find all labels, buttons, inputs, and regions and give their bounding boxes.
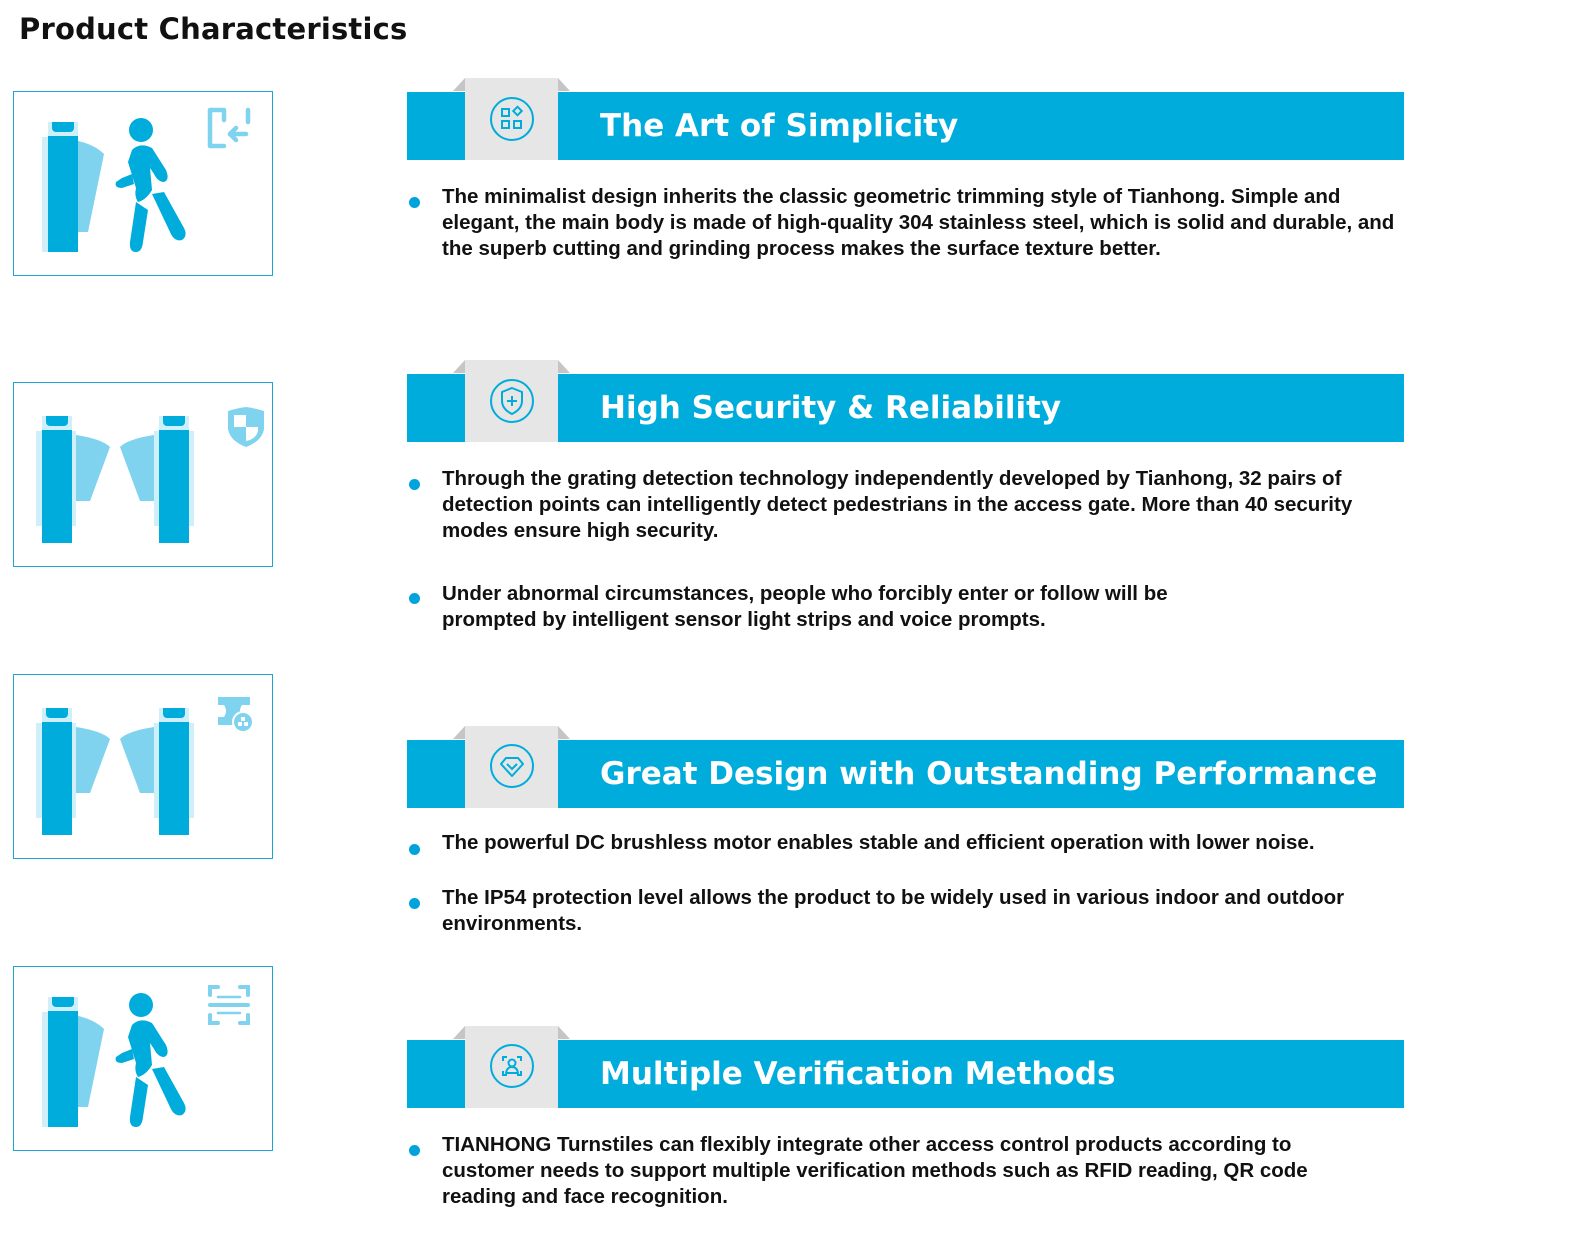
section-paragraph: Under abnormal circumstances, people who forcibly enter or follow will be prompted by intelligent sensor light strips and voice prompts. (442, 582, 1168, 631)
section-title: High Security & Reliability (600, 390, 1062, 426)
page-title: Product Characteristics (19, 12, 408, 46)
apps-grid-icon (489, 96, 535, 142)
section-tab-simplicity (465, 78, 558, 160)
bullet-dot (409, 197, 420, 208)
illustration-double-gate-motor (13, 674, 273, 859)
illustration-single-gate-entry (13, 91, 273, 276)
scan-code-icon (210, 987, 248, 1023)
turnstile-gate-icon (42, 122, 104, 252)
bullet-dot (409, 479, 420, 490)
section-title: The Art of Simplicity (600, 108, 959, 144)
bullet-dot (409, 1145, 420, 1156)
motor-icon (218, 697, 253, 732)
section-title: Multiple Verification Methods (600, 1056, 1116, 1092)
walking-person-icon (116, 118, 186, 252)
shield-check-icon (228, 407, 264, 447)
section-paragraph: The powerful DC brushless motor enables stable and efficient operation with lower noise. (442, 831, 1315, 854)
section-paragraph: TIANHONG Turnstiles can flexibly integrate other access control products according to customer needs to support multiple verification methods such as RFID reading, QR code reading and face recognition. (442, 1133, 1308, 1208)
section-paragraph: Through the grating detection technology independently developed by Tianhong, 32 pairs of detection points can intelligently detect pedestrians in the access gate. More than 40 security modes ensure high security. (442, 467, 1353, 542)
turnstile-gate-icon (42, 997, 104, 1127)
section-paragraph: The minimalist design inherits the classic geometric trimming style of Tianhong. Simple and elegant, the main body is made of high-quality 304 stainless steel, which is solid and durable, and the superb cutting and grinding process makes the surface texture better. (442, 185, 1395, 260)
section-tab-verification (465, 1026, 558, 1108)
section-tab-security (465, 360, 558, 442)
shield-plus-icon (489, 378, 535, 424)
entry-arrow-icon (210, 110, 248, 146)
turnstile-gate-right-icon (120, 708, 194, 835)
bullet-dot (409, 844, 420, 855)
bullet-dot (409, 898, 420, 909)
turnstile-gate-left-icon (36, 416, 110, 543)
turnstile-gate-left-icon (36, 708, 110, 835)
turnstile-gate-right-icon (120, 416, 194, 543)
diamond-icon (489, 743, 535, 789)
bullet-dot (409, 593, 420, 604)
section-title: Great Design with Outstanding Performance (600, 756, 1378, 792)
section-tab-performance (465, 726, 558, 808)
illustration-single-gate-scan (13, 966, 273, 1151)
illustration-double-gate-security (13, 382, 273, 567)
section-paragraph: The IP54 protection level allows the product to be widely used in various indoor and outdoor environments. (442, 886, 1345, 935)
walking-person-icon (116, 993, 186, 1127)
face-scan-icon (489, 1043, 535, 1089)
